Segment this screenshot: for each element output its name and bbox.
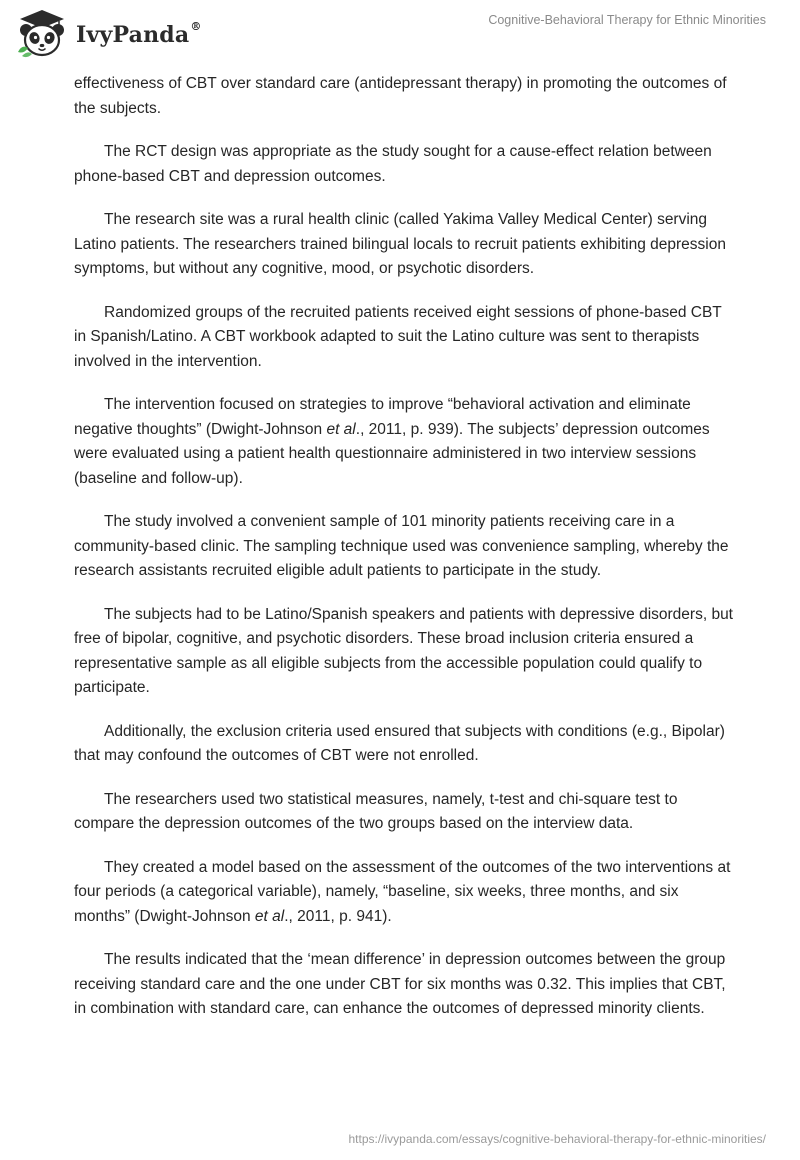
paragraph-text: ., 2011, p. 939). The subjects’ depression outcomes were evaluated using a patient health questionnaire administered in two interview sessions (baseline and follow-up). — [74, 420, 710, 487]
paragraph-text: They created a model based on the assessment of the outcomes of the two interventions at four periods (a categorical variable), namely, “baseline, six weeks, three months, and six months” (Dwight-Johnson — [74, 858, 731, 925]
registered-mark: ® — [190, 19, 202, 33]
essay-body — [74, 72, 734, 1041]
paragraph: The researchers used two statistical measures, namely, t-test and chi-square test to compare the depression outcomes of the two groups based on the interview data. — [74, 790, 678, 832]
italic-citation: et al — [326, 420, 356, 438]
paragraph: The results indicated that the ‘mean difference’ in depression outcomes between the group receiving standard care and the one under CBT for six months was 0.32. This implies that CBT, in combination with standard care, can enhance the outcomes of depressed minority clients. — [74, 951, 726, 1017]
page-header — [0, 0, 800, 70]
paragraph: effectiveness of CBT over standard care (antidepressant therapy) in promoting the outcomes of the subjects. — [74, 75, 727, 117]
source-url[interactable]: https://ivypanda.com/essays/cognitive-behavioral-therapy-for-ethnic-minorities/ — [348, 1132, 766, 1146]
paragraph — [74, 393, 734, 491]
paragraph: Randomized groups of the recruited patients received eight sessions of phone-based CBT in Spanish/Latino. A CBT workbook adapted to suit the Latino culture was sent to therapists involved in the intervention. — [74, 303, 722, 370]
paragraph-text: The intervention focused on strategies to improve “behavioral activation and eliminate negative thoughts” (Dwight-Johnson — [74, 396, 691, 438]
brand-name: IvyPanda® — [76, 19, 202, 48]
paragraph — [74, 856, 734, 930]
paragraph: The research site was a rural health clinic (called Yakima Valley Medical Center) serving Latino patients. The researchers trained bilingual locals to recruit patients exhibiting depression symptoms, but without any cognitive, mood, or psychotic disorders. — [74, 211, 726, 277]
panda-graduate-icon — [14, 8, 70, 58]
paragraph: The subjects had to be Latino/Spanish speakers and patients with depressive disorders, but free of bipolar, cognitive, and psychotic disorders. These broad inclusion criteria ensured a representative sample as all eligible subjects from the accessible population could qualify to participate. — [74, 605, 733, 696]
paragraph: The RCT design was appropriate as the study sought for a cause-effect relation between phone-based CBT and depression outcomes. — [74, 143, 712, 185]
paragraph: The study involved a convenient sample of 101 minority patients receiving care in a community-based clinic. The sampling technique used was convenience sampling, whereby the research assistants recruited eligible adult patients to participate in the study. — [74, 513, 729, 579]
document-title: Cognitive-Behavioral Therapy for Ethnic Minorities — [488, 13, 766, 27]
paragraph-text: ., 2011, p. 941). — [284, 907, 392, 925]
italic-citation: et al — [254, 907, 285, 925]
paragraph: Additionally, the exclusion criteria used ensured that subjects with conditions (e.g., Bipolar) that may confound the outcomes of CBT were not enrolled. — [74, 722, 725, 764]
brand-logo[interactable] — [14, 8, 202, 58]
